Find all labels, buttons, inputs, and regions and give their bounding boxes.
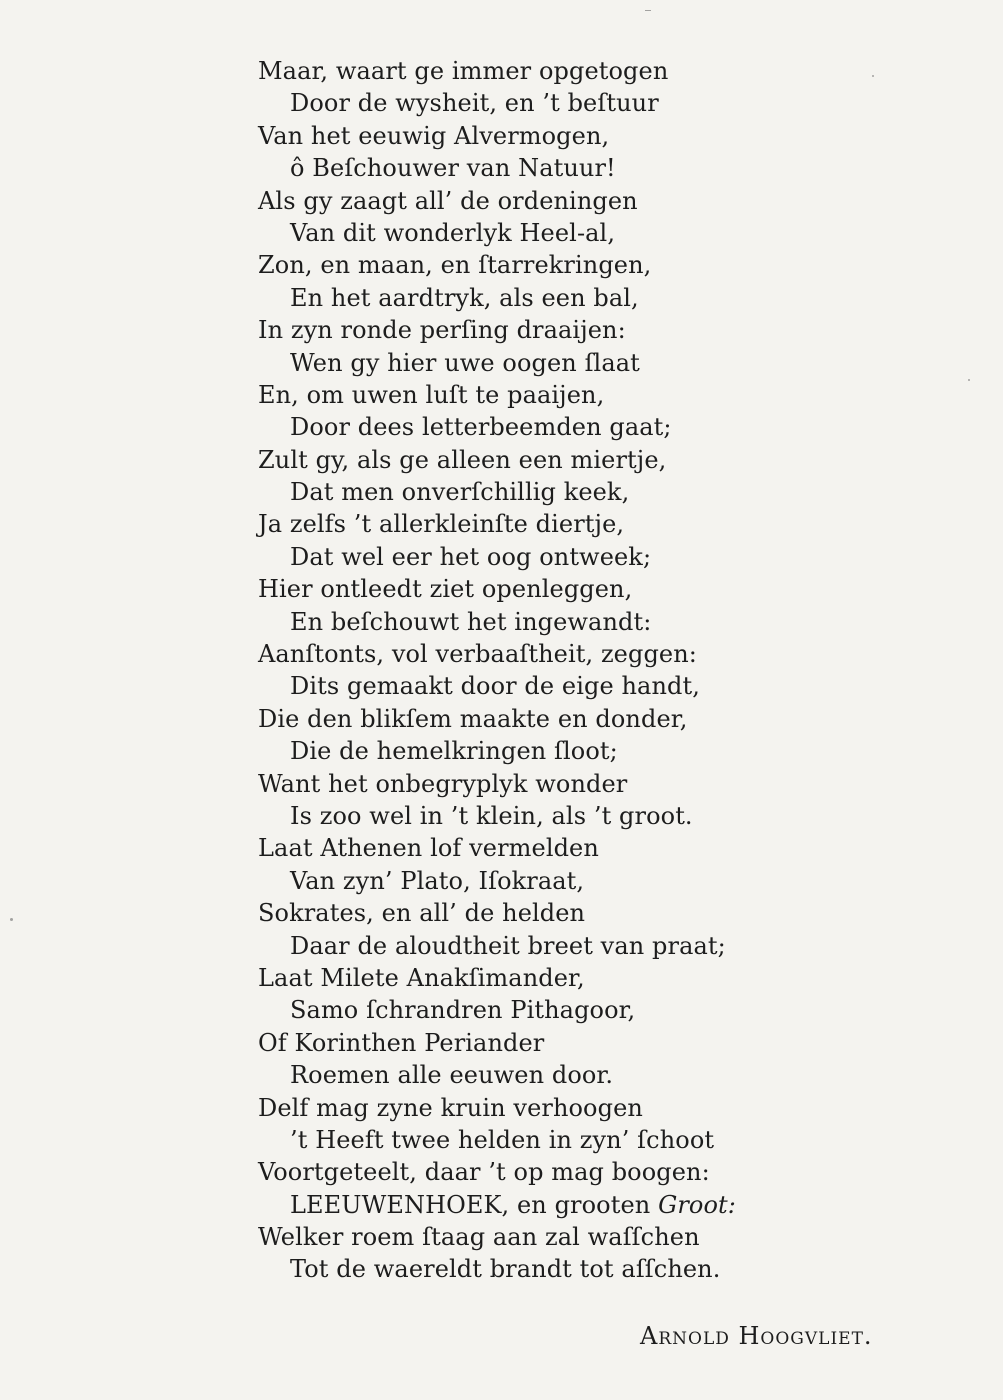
poem-line-22: Die de hemelkringen ſloot;	[290, 737, 618, 766]
poem-line-6: Van dit wonderlyk Heel-al,	[290, 218, 616, 247]
author-signature: Arnold Hoogvliet.	[640, 1322, 873, 1350]
poem-line-18: En beſchouwt het ingewandt:	[290, 607, 652, 636]
poem-line-36	[258, 1189, 818, 1221]
poem-line-2: Door de wysheit, en ’t beſtuur	[290, 89, 659, 118]
poem-line-19: Aanſtonts, vol verbaaſtheit, zeggen:	[258, 640, 697, 669]
poem-line-29: Laat Milete Anakſimander,	[258, 963, 585, 992]
poem-line-36-text: LEEUWENHOEK, en grooten	[290, 1190, 659, 1219]
poem-line-4: ô Beſchouwer van Natuur!	[290, 154, 616, 183]
poem-line-8: En het aardtryk, als een bal,	[290, 283, 639, 312]
poem	[258, 55, 818, 1286]
poem-line-9: In zyn ronde perſing draaijen:	[258, 316, 626, 345]
poem-line-21: Die den blikſem maakte en donder,	[258, 704, 688, 733]
poem-line-34: ’t Heeft twee helden in zyn’ ſchoot	[290, 1125, 715, 1154]
poem-line-13: Zult gy, als ge alleen een miertje,	[258, 445, 667, 474]
poem-line-38: Tot de waereldt brandt tot aſſchen.	[290, 1255, 721, 1284]
poem-line-16: Dat wel eer het oog ontweek;	[290, 542, 652, 571]
poem-line-32: Roemen alle eeuwen door.	[290, 1061, 614, 1090]
poem-line-7: Zon, en maan, en ſtarrekringen,	[258, 251, 652, 280]
poem-line-25: Laat Athenen lof vermelden	[258, 834, 599, 863]
poem-line-17: Hier ontleedt ziet openleggen,	[258, 575, 633, 604]
poem-line-15: Ja zelfs ’t allerkleinſte diertje,	[258, 510, 625, 539]
poem-line-14: Dat men onverſchillig keek,	[290, 478, 630, 507]
poem-line-20: Dits gemaakt door de eige handt,	[290, 672, 700, 701]
poem-line-33: Delf mag zyne kruin verhoogen	[258, 1093, 643, 1122]
paper-speck-4	[645, 10, 651, 11]
poem-line-36-italic: Groot:	[658, 1190, 736, 1219]
poem-line-27: Sokrates, en all’ de helden	[258, 899, 586, 928]
paper-speck-3	[10, 918, 13, 921]
poem-line-24: Is zoo wel in ’t klein, als ’t groot.	[290, 801, 693, 830]
poem-line-35: Voortgeteelt, daar ’t op mag boogen:	[258, 1158, 710, 1187]
poem-line-10: Wen gy hier uwe oogen ſlaat	[290, 348, 640, 377]
poem-line-30: Samo ſchrandren Pithagoor,	[290, 996, 636, 1025]
poem-line-3: Van het eeuwig Alvermogen,	[258, 121, 610, 150]
poem-line-5: Als gy zaagt all’ de ordeningen	[258, 186, 638, 215]
poem-line-12: Door dees letterbeemden gaat;	[290, 413, 672, 442]
poem-line-31: Of Korinthen Periander	[258, 1028, 545, 1057]
poem-line-28: Daar de aloudtheit breet van praat;	[290, 931, 726, 960]
paper-speck-2	[968, 379, 970, 381]
poem-line-37: Welker roem ſtaag aan zal waſſchen	[258, 1223, 700, 1252]
poem-line-11: En, om uwen luſt te paaijen,	[258, 380, 605, 409]
paper-speck-1	[872, 75, 874, 77]
poem-line-23: Want het onbegryplyk wonder	[258, 769, 628, 798]
poem-line-26: Van zyn’ Plato, Iſokraat,	[290, 866, 585, 895]
poem-line-1: Maar, waart ge immer opgetogen	[258, 57, 669, 85]
